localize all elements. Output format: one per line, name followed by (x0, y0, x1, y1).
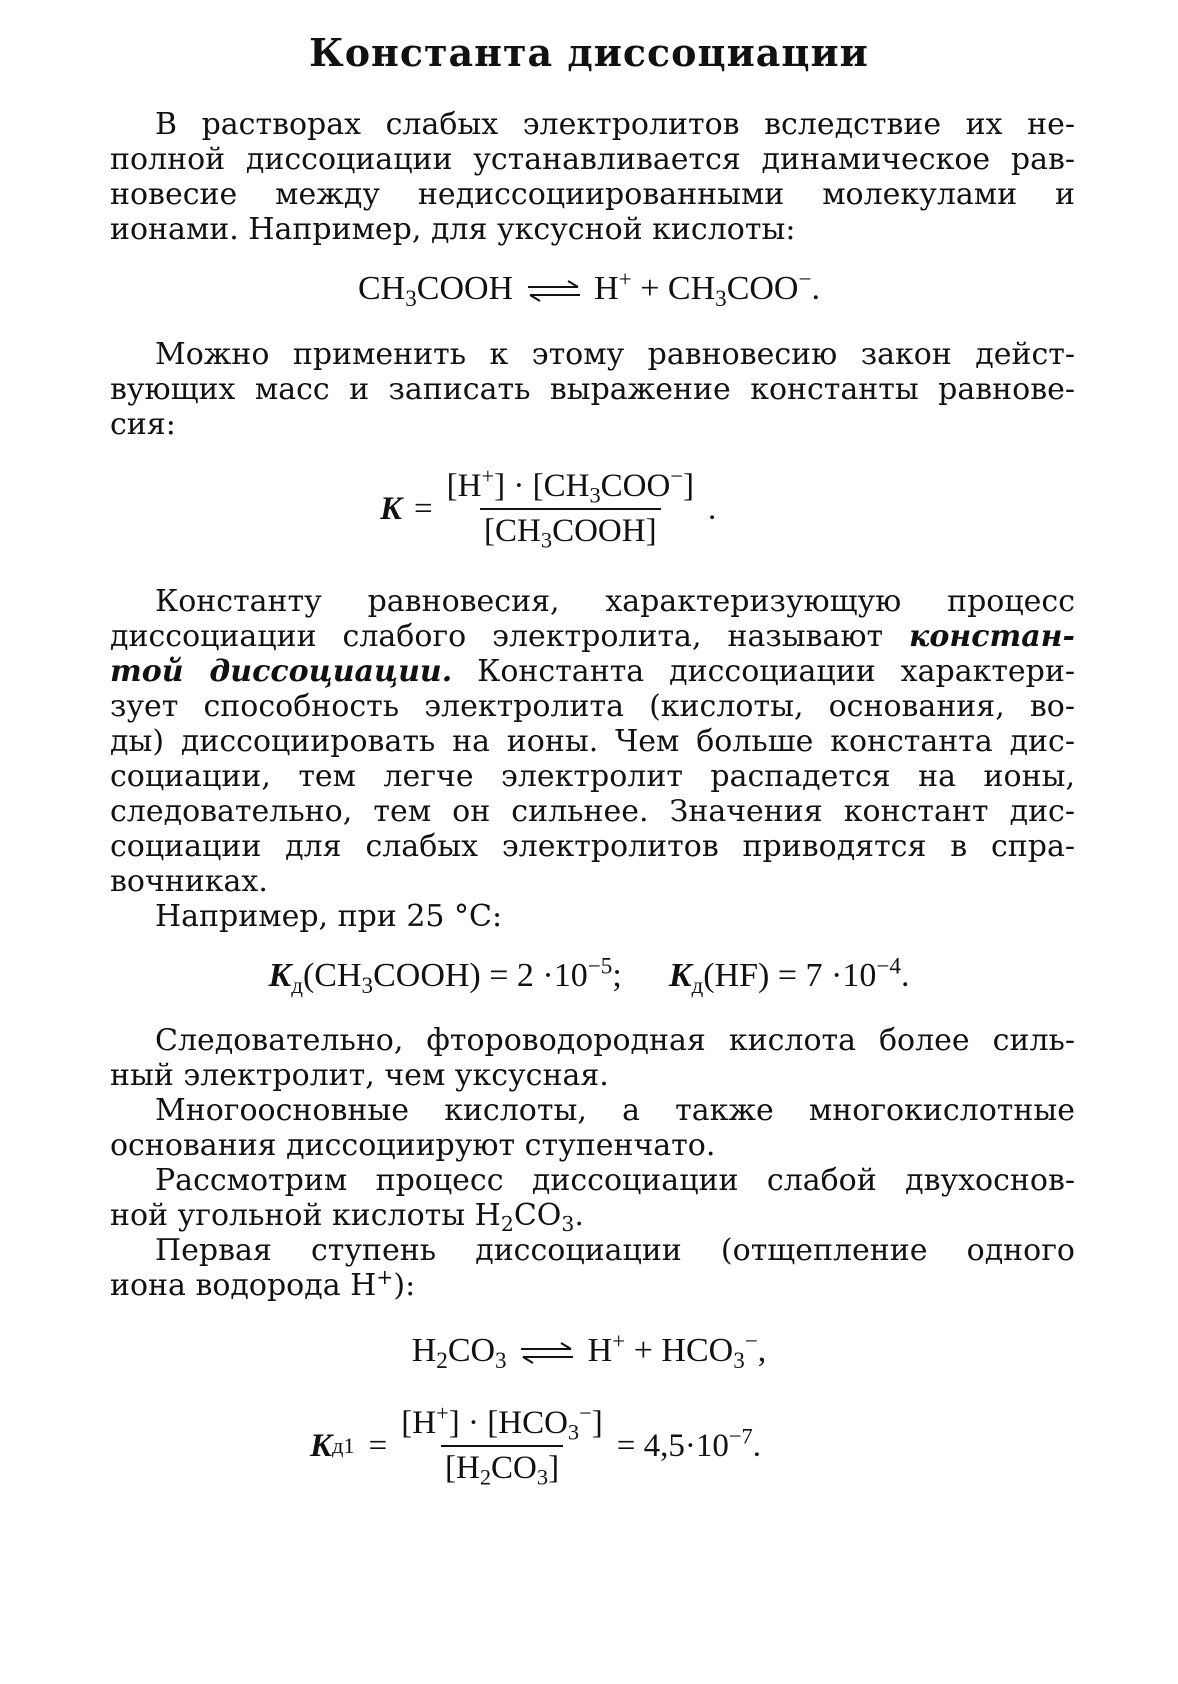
kd-symbol-2: K (668, 957, 692, 994)
p8-line-1: Первая ступень диссоциации (отщепление одного (155, 1233, 1075, 1268)
p3-line-3-text: Константа диссоциации характери- (452, 654, 1076, 689)
p3-line-9: вочниках. (110, 864, 268, 899)
p2-line-3: сия: (110, 407, 176, 442)
k-equals: = (414, 490, 433, 527)
p1-line-3: новесие между недиссоциированными молекулами и (110, 177, 1075, 212)
k-denominator: $[CH_3COOH]$ (480, 508, 661, 550)
term-dissociation-constant-part1: констан- (909, 619, 1075, 654)
kd1-result: = $4,5\cdot 10^{-7}$. (616, 1423, 762, 1464)
kd-hf: $(HF) = 7 \cdot 10^{-4}$. (703, 953, 910, 994)
p3-line-8: социации для слабых электролитов приводятся в спра- (110, 829, 1075, 864)
p2-line-1: Можно применить к этому равновесию закон дейст- (155, 337, 1075, 372)
kd-acetic: $(CH_3COOH) = 2 \cdot 10^{-5}$; (302, 953, 622, 999)
kd1-fraction (397, 1400, 607, 1490)
k-fraction (443, 463, 698, 553)
p4-line-1: Например, при 25 °C: (155, 899, 503, 934)
equation-carbonic-first-step (0, 1330, 1178, 1372)
eq1-right: $H^+ + CH_3COO^-$. (594, 266, 821, 312)
p3-line-6: социации, тем легче электролит распадется на ионы, (110, 759, 1075, 794)
p1-line-4: ионами. Например, для уксусной кислоты: (110, 212, 796, 247)
kd-symbol-1: K (268, 957, 292, 994)
p1-line-2: полной диссоциации устанавливается динамическое рав- (110, 142, 1075, 177)
kd1-symbol: K (310, 1427, 333, 1464)
p3-line-3 (110, 653, 1075, 691)
equation-dissociation-constants (0, 955, 1178, 997)
page-title: Константа диссоциации (309, 30, 869, 75)
kd1-numerator: $[H^+] \cdot [HCO_3^-]$ (401, 1400, 603, 1445)
kd-subscript-2: д (691, 972, 704, 999)
p1-line-1: В растворах слабых электролитов вследствие их не- (155, 107, 1075, 142)
p3-line-2 (110, 618, 1075, 656)
p5-line-2: ный электролит, чем уксусная. (110, 1058, 609, 1093)
equilibrium-arrow-icon (519, 1342, 575, 1364)
eq3-left: $H_2CO_3$ (411, 1332, 507, 1374)
p6-line-1: Многоосновные кислоты, а также многокислотные (155, 1093, 1075, 1128)
kd1-denominator: $[H_2CO_3]$ (441, 1445, 563, 1487)
p3-line-4: зует способность электролита (кислоты, основания, во- (110, 689, 1075, 724)
p6-line-2: основания диссоциируют ступенчато. (110, 1128, 716, 1163)
p7-line-1: Рассмотрим процесс диссоциации слабой двухоснов- (155, 1163, 1075, 1198)
k-end: . (708, 490, 717, 527)
p3-line-1: Константу равновесия, характеризующую процесс (155, 584, 1075, 619)
equation-acetic-dissociation (0, 268, 1178, 310)
k-symbol: K (380, 490, 403, 527)
k-numerator: $[H^+] \cdot [CH_3COO^-]$ (446, 463, 694, 508)
p7-line-2: ной угольной кислоты $H_2CO_3$. (110, 1198, 584, 1237)
kd-subscript-1: д (291, 972, 303, 999)
p3-line-7: следовательно, тем он сильнее. Значения констант дис- (110, 794, 1075, 829)
p2-line-2: вующих масс и записать выражение константы равнове- (110, 372, 1075, 407)
term-dissociation-constant-part2: той диссоциации. (110, 654, 453, 689)
p3-line-5: ды) диссоциировать на ионы. Чем больше константа дис- (110, 724, 1075, 759)
p8-line-2: иона водорода H+): (110, 1264, 416, 1303)
eq1-left: $CH_3COOH$ (357, 270, 514, 312)
p3-line-2-text: диссоциации слабого электролита, называют (110, 619, 910, 654)
equilibrium-arrow-icon (526, 280, 582, 302)
p5-line-1: Следовательно, фтороводородная кислота более силь- (155, 1023, 1075, 1058)
eq3-right: $H^+ + HCO_3^-$, (587, 1328, 767, 1374)
kd1-equals: = (368, 1427, 388, 1464)
equilibrium-constant-formula (380, 463, 717, 553)
first-step-constant-formula: K д1 = $\frac{[H^+] \cdot [HCO_3^-]}{[H_2CO_3]}$ = $4,5\cdot 10^{-7}$. (310, 1400, 762, 1490)
